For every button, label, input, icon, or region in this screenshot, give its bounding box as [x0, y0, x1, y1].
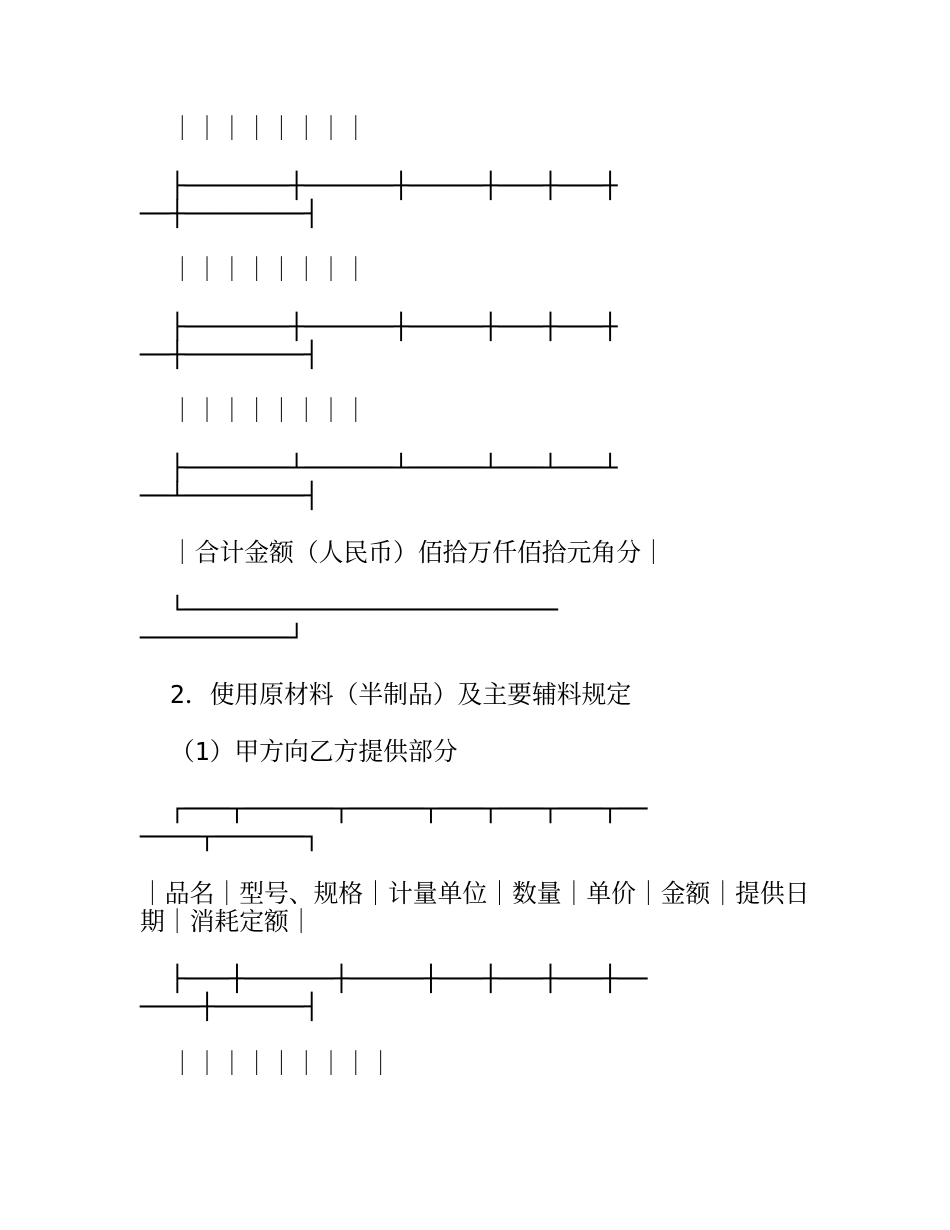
table1-row-3-separator-wrap: ──┴────────┤ — [140, 481, 320, 510]
table2-top-border-wrap: ────┬──────┐ — [140, 822, 320, 851]
table2-header-separator-wrap: ────┼──────┤ — [140, 992, 320, 1021]
total-amount-bottom-border: └───────────────────────── — [140, 595, 559, 624]
table2-header-row: ｜品名｜型号、规格｜计量单位｜数量｜单价｜金额｜提供日期｜消耗定额｜ — [140, 879, 810, 936]
section-2-heading: 2．使用原材料（半制品）及主要辅料规定 — [140, 680, 632, 709]
table2-row-1-cells: ｜｜｜｜｜｜｜｜｜ — [140, 1049, 394, 1078]
table1-row-1-separator-wrap: ──┼────────┤ — [140, 199, 320, 228]
table2-header-separator: ├───┼──────┼─────┼───┼───┼───┼── — [140, 964, 648, 993]
total-amount-bottom-border-wrap: ──────────┘ — [140, 623, 305, 652]
subsection-1-heading: （1）甲方向乙方提供部分 — [140, 737, 458, 766]
table1-row-3-cells: ｜｜｜｜｜｜｜｜ — [140, 396, 369, 425]
table2-top-border: ┌───┬──────┬─────┬───┬───┬───┬── — [140, 794, 648, 823]
table1-row-2-separator: ├───────┼──────┼─────┼───┼───┼ — [140, 312, 618, 341]
table1-row-1-cells: ｜｜｜｜｜｜｜｜ — [140, 114, 369, 143]
table1-row-2-cells: ｜｜｜｜｜｜｜｜ — [140, 255, 369, 284]
table1-row-3-separator: ├───────┴──────┴─────┴───┴───┴ — [140, 453, 618, 482]
table1-row-2-separator-wrap: ──┼────────┤ — [140, 340, 320, 369]
total-amount-row: ｜合计金额（人民币）佰拾万仟佰拾元角分｜ — [140, 538, 666, 567]
table1-row-1-separator: ├───────┼──────┼─────┼───┼───┼ — [140, 171, 618, 200]
